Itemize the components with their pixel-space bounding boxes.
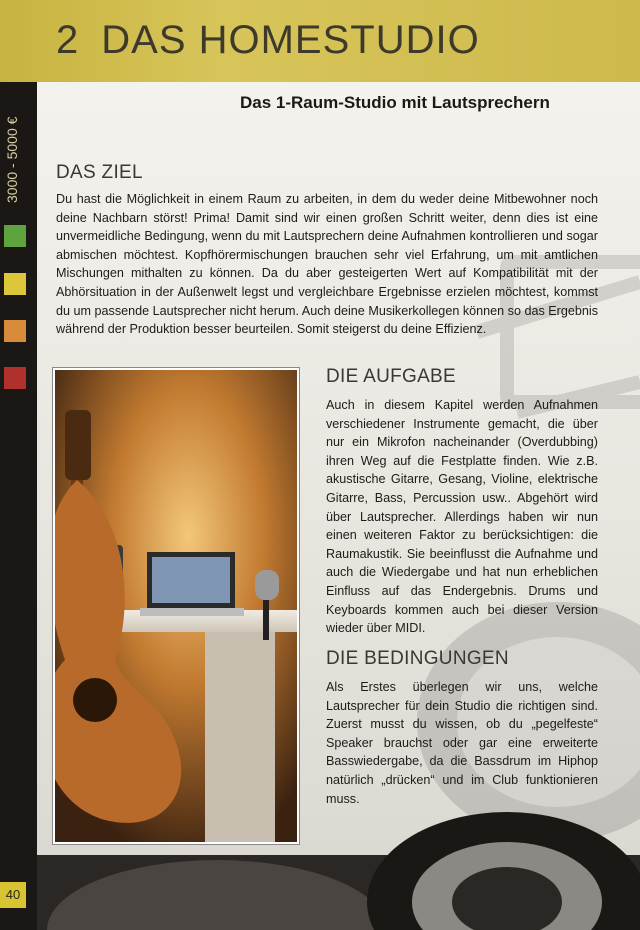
studio-photo (53, 368, 299, 844)
swatch-red (4, 367, 26, 389)
heading-ziel: DAS ZIEL (56, 162, 143, 183)
swatch-green (4, 225, 26, 247)
swatch-orange (4, 320, 26, 342)
chapter-number: 2 (56, 18, 80, 62)
swatch-yellow (4, 273, 26, 295)
paragraph-aufgabe: Auch in diesem Kapitel werden Aufnahmen verschiedener Instrumente gemacht, die über nur ein Mikrofon nacheinander (Overdubbing) ihren Weg auf die Festplatte finden. Wie z.B. akustische Gitarre, Gesang, Violine, elektrische Gitarre, Bass, Percussion usw.. Abgehört wird über Lautsprecher. Allerdings haben wir nun einen weiteren Faktor zu berücksichtigen: die Raumakustik. Sie beeinflusst die Aufnahme und auch die Wiedergabe und hat nun erheblichen Einfluss auf das Endergebnis. Drums und Keyboards kommen auch bei dieser Version wieder über MIDI. (326, 398, 598, 636)
chapter-title-text: DAS HOMESTUDIO (101, 18, 480, 62)
budget-label: 3000 - 5000 € (4, 116, 20, 204)
heading-bedingungen: DIE BEDINGUNGEN (326, 648, 509, 669)
chapter-title (56, 18, 480, 63)
paragraph-bedingungen: Als Erstes überlegen wir uns, welche Lautsprecher für dein Studio die richtigen sind. Zuerst musst du wissen, ob du „pegelfeste“ Speaker brauchst oder gar eine erweiterte Basswiedergabe, da die Bassdrum im Hiphop natürlich „drücken“ und im Club funktionieren muss. (326, 680, 598, 806)
page-subtitle: Das 1-Raum-Studio mit Lautsprechern (240, 93, 550, 112)
page-number: 40 (0, 882, 26, 908)
heading-aufgabe: DIE AUFGABE (326, 366, 457, 387)
paragraph-ziel: Du hast die Möglichkeit in einem Raum zu arbeiten, in dem du weder deine Mitbewohner noch deine Nachbarn störst! Prima! Damit sind wir einen großen Schritt weiter, denn dies ist eine unvermeidliche Bedingung, wenn du mit Lautsprechern deine Aufnahmen kontrollieren und sogar abmischen möchtest. Kopfhörermischungen brauchen sehr viel Erfahrung, um mit amtlichen Mischungen mithalten zu können. Da du aber gesteigerten Wert auf Kompatibilität mit der Abhörsituation in der Außenwelt legst und vergleichbare Ergebnisse erzielen möchtest, kommst du um passende Lautsprecher nicht herum. Auch deine Musikerkollegen können so das Ergebnis während der Produktion besser beurteilen. Somit steigerst du deine Effizienz. (56, 192, 598, 337)
